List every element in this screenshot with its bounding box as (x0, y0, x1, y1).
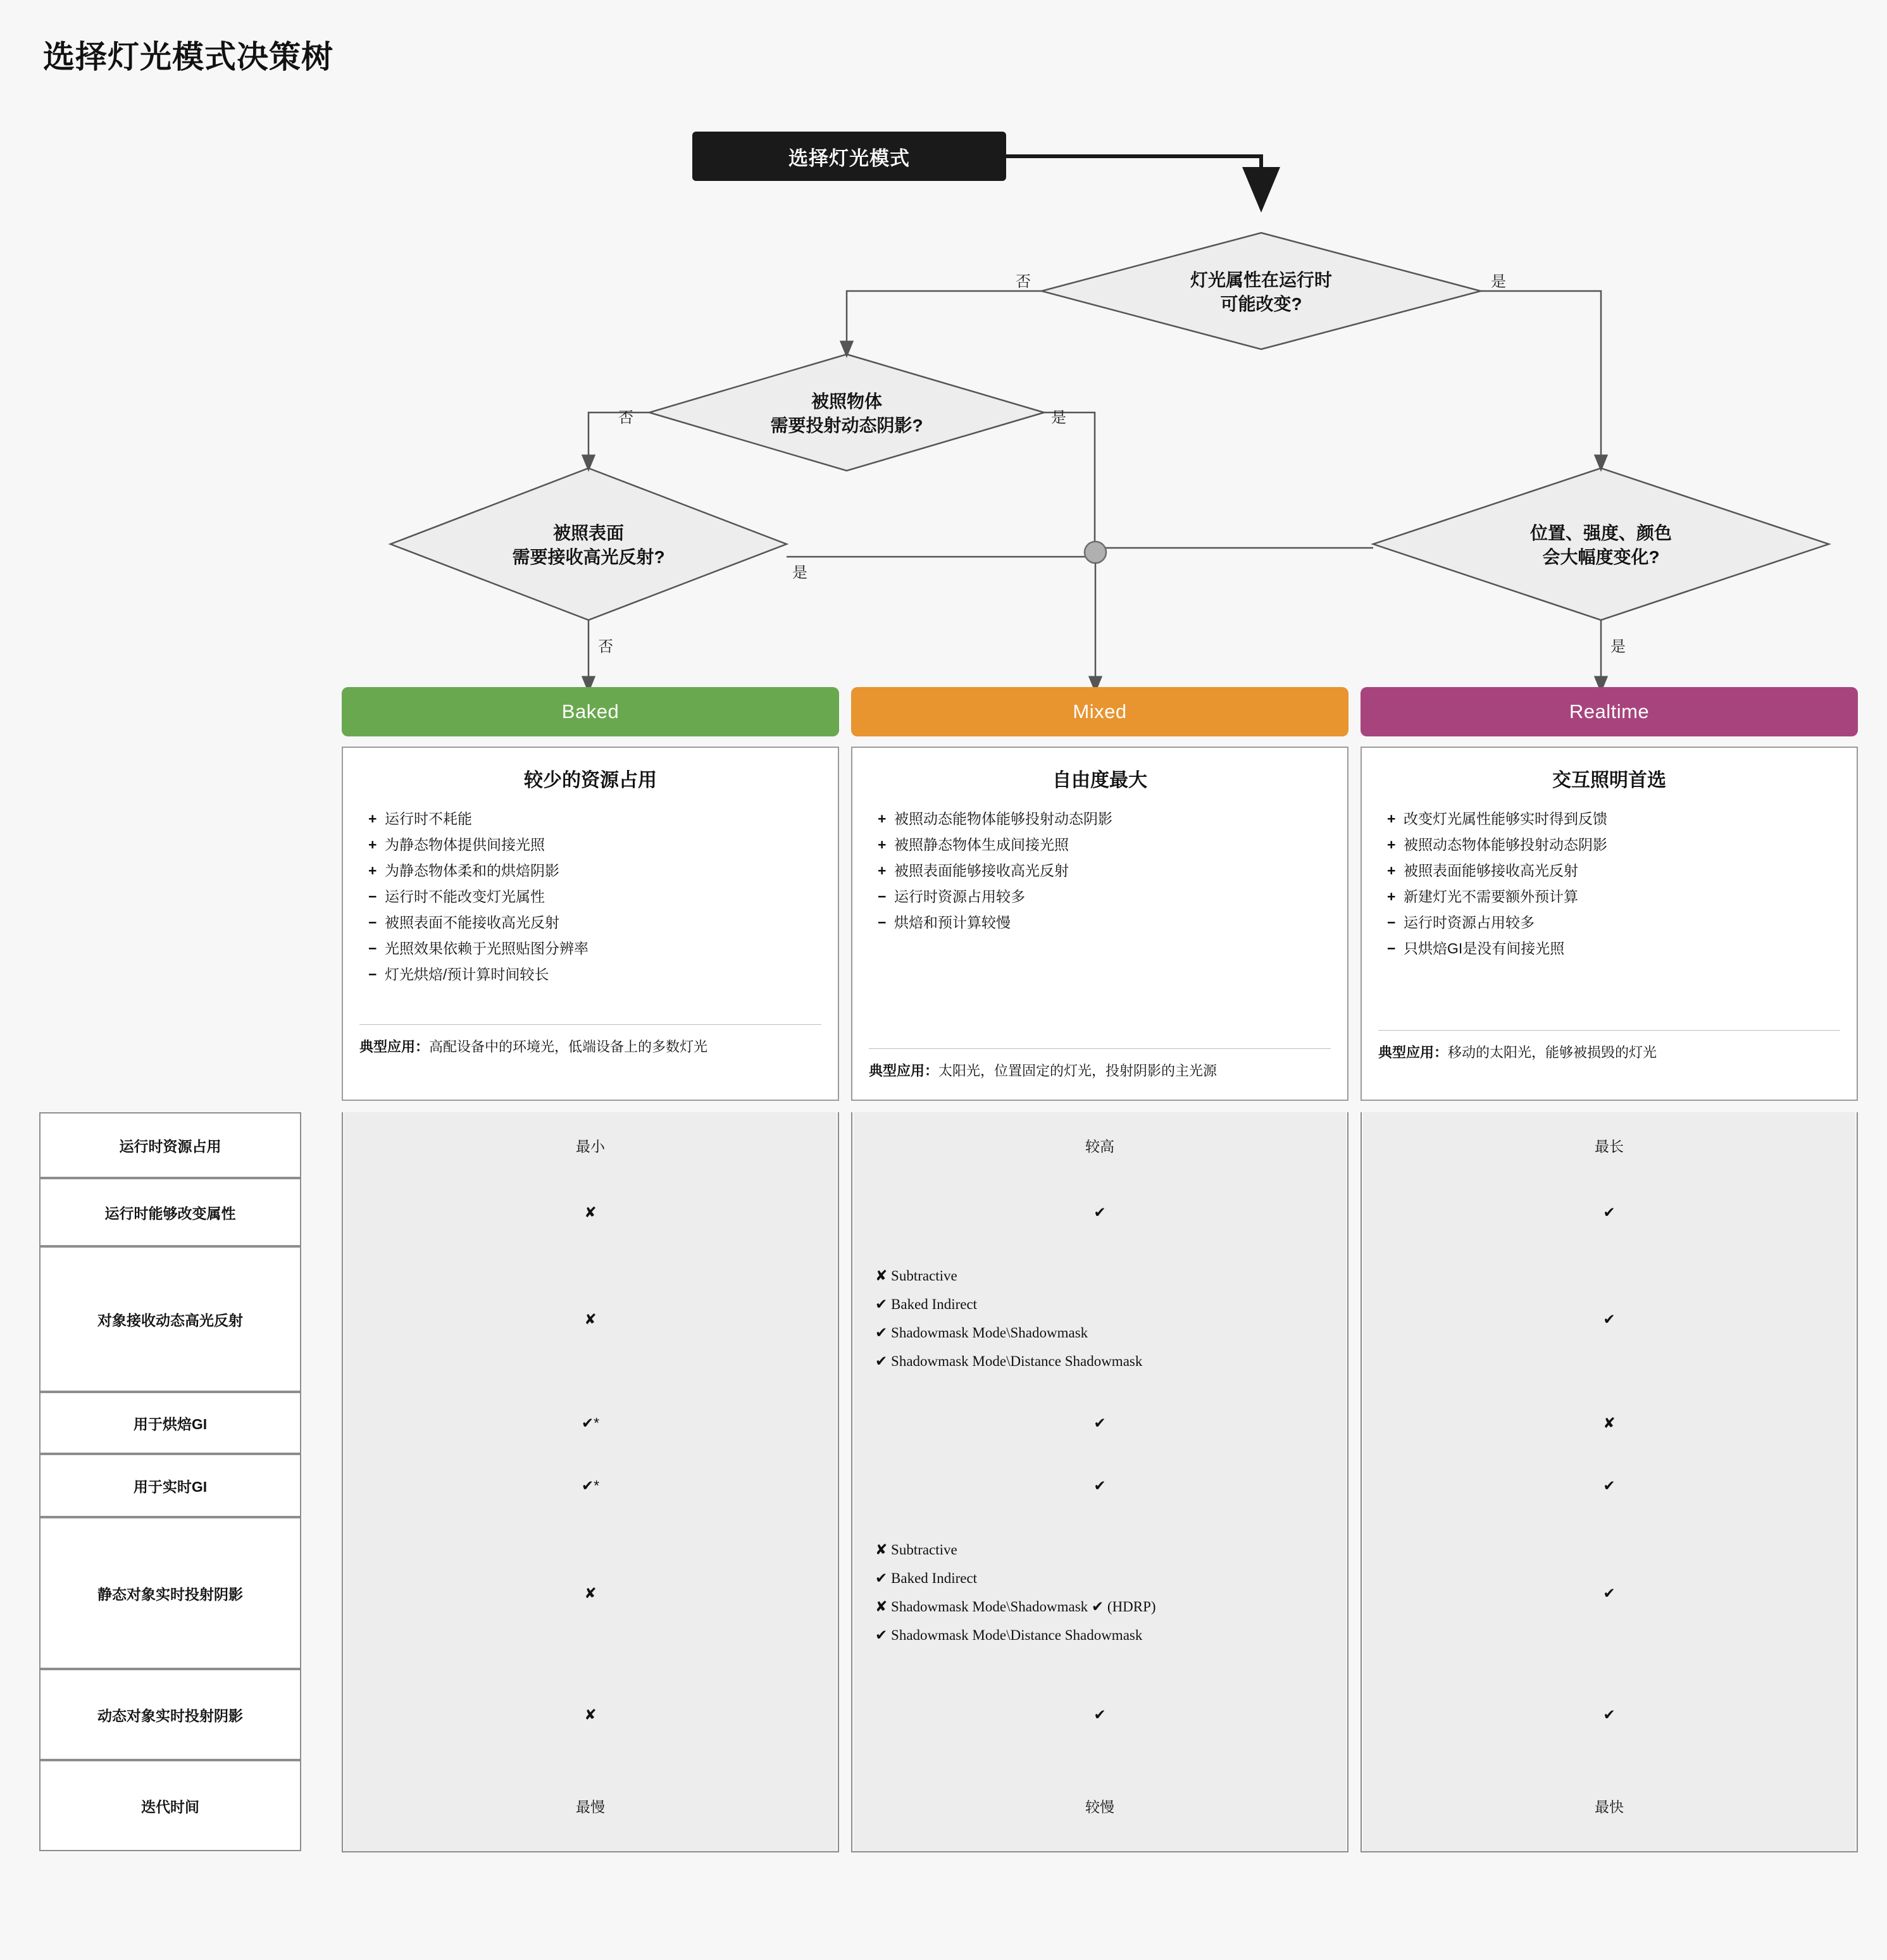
point-sign: − (1387, 914, 1396, 931)
mode-point (1387, 806, 1840, 832)
table-cell: ✔* (344, 1392, 837, 1454)
point-sign: + (878, 862, 887, 879)
edge-label-d2-no: 否 (618, 409, 633, 426)
mode-points-mixed (869, 806, 1331, 936)
table-cell: ✘ (1363, 1392, 1855, 1454)
mode-point (878, 884, 1331, 910)
mode-points-baked (359, 806, 821, 988)
table-bottom-border-realtime (1361, 1851, 1858, 1852)
point-text: 只烘焙GI是没有间接光照 (1404, 940, 1565, 957)
point-text: 运行时资源占用较多 (1404, 914, 1535, 931)
mode-card-realtime (1361, 747, 1858, 1101)
mode-card-mixed (851, 747, 1348, 1101)
table-cell (854, 1517, 1346, 1669)
typical-text: 高配设备中的环境光，低端设备上的多数灯光 (429, 1039, 708, 1055)
table-cell-line: ✔ Baked Indirect (875, 1296, 978, 1313)
decision-line-2: 需要接收高光反射? (512, 547, 665, 567)
table-bottom-border-baked (342, 1851, 839, 1852)
point-sign: + (878, 810, 887, 827)
edge-label-d1-no: 否 (1016, 273, 1031, 290)
table-cell-line: ✔ Baked Indirect (875, 1570, 978, 1587)
table-cell: ✔ (1363, 1454, 1855, 1517)
point-text: 光照效果依赖于光照贴图分辨率 (385, 940, 589, 957)
edge-label-d2-yes: 是 (1051, 409, 1066, 426)
mode-typical-baked (359, 1024, 821, 1056)
mode-typical-mixed (869, 1048, 1331, 1080)
mode-headline-baked: 较少的资源占用 (524, 770, 657, 791)
table-cell: ✔ (1363, 1517, 1855, 1669)
decision-line-1: 灯光属性在运行时 (1190, 270, 1332, 290)
mode-point (368, 884, 821, 910)
mode-point (878, 858, 1331, 884)
point-sign: + (1387, 836, 1396, 853)
typical-text: 太阳光，位置固定的灯光，投射阴影的主光源 (938, 1063, 1218, 1079)
decision-flowchart (0, 0, 1887, 690)
table-row-label: 迭代时间 (39, 1760, 301, 1851)
point-text: 为静态物体柔和的烘焙阴影 (385, 862, 559, 879)
point-sign: − (368, 940, 377, 957)
table-row-label: 运行时能够改变属性 (39, 1178, 301, 1246)
edge-label-d4-yes: 是 (1610, 638, 1626, 655)
table-row-label: 用于烘焙GI (39, 1392, 301, 1454)
point-text: 运行时资源占用较多 (894, 888, 1025, 905)
page-title: 选择灯光模式决策树 (43, 39, 333, 75)
point-text: 被照表面能够接收高光反射 (1404, 862, 1578, 879)
table-cell: ✘ (344, 1517, 837, 1669)
table-cell: ✘ (344, 1178, 837, 1246)
table-bottom-border-mixed (851, 1851, 1348, 1852)
point-text: 被照静态物体生成间接光照 (894, 836, 1069, 853)
mode-point (878, 832, 1331, 858)
mode-point (368, 910, 821, 936)
point-text: 被照表面不能接收高光反射 (385, 914, 559, 931)
decision-line-1: 被照物体 (811, 392, 882, 411)
mode-points-realtime (1378, 806, 1840, 962)
table-row-label: 运行时资源占用 (39, 1112, 301, 1178)
point-sign: − (878, 888, 887, 905)
typical-label: 典型应用： (359, 1039, 430, 1055)
typical-label: 典型应用： (1378, 1045, 1448, 1060)
point-text: 烘焙和预计算较慢 (894, 914, 1011, 931)
point-text: 改变灯光属性能够实时得到反馈 (1404, 810, 1607, 827)
point-sign: − (1387, 940, 1396, 957)
point-sign: − (368, 888, 377, 905)
table-cell (854, 1246, 1346, 1392)
table-cell: ✘ (344, 1246, 837, 1392)
point-sign: + (368, 862, 377, 879)
mode-card-baked (342, 747, 839, 1101)
point-sign: + (1387, 862, 1396, 879)
mode-headline-mixed: 自由度最大 (1052, 770, 1147, 791)
edge-label-d3-yes: 是 (792, 564, 807, 581)
point-sign: − (878, 914, 887, 931)
table-cell: 最长 (1363, 1112, 1855, 1178)
edge-label-d3-no: 否 (598, 638, 613, 655)
point-text: 运行时不耗能 (385, 810, 472, 827)
table-row-label: 对象接收动态高光反射 (39, 1246, 301, 1392)
table-cell: ✔ (854, 1392, 1346, 1454)
decision-line-2: 会大幅度变化? (1542, 547, 1660, 567)
mode-point (878, 910, 1331, 936)
table-cell: 最快 (1363, 1760, 1855, 1851)
mode-point (368, 832, 821, 858)
mode-point (368, 962, 821, 988)
typical-text: 移动的太阳光，能够被损毁的灯光 (1448, 1045, 1657, 1060)
point-text: 被照表面能够接收高光反射 (894, 862, 1069, 879)
point-text: 新建灯光不需要额外预计算 (1404, 888, 1578, 905)
table-cell: ✔* (344, 1454, 837, 1517)
mode-header-realtime: Realtime (1361, 687, 1858, 736)
edge-label-d1-yes: 是 (1491, 273, 1506, 290)
mode-point (1387, 884, 1840, 910)
mode-point (368, 858, 821, 884)
table-cell: 较高 (854, 1112, 1346, 1178)
mode-point (368, 936, 821, 962)
table-cell-lines (875, 1536, 1346, 1649)
mode-point (1387, 858, 1840, 884)
typical-label: 典型应用： (869, 1063, 939, 1079)
table-cell-line: ✔ Shadowmask Mode\Distance Shadowmask (875, 1627, 1143, 1643)
mode-point (1387, 832, 1840, 858)
table-cell: ✔ (854, 1454, 1346, 1517)
point-sign: + (878, 836, 887, 853)
table-cell: ✔ (1363, 1178, 1855, 1246)
table-cell: ✔ (1363, 1246, 1855, 1392)
mode-header-mixed: Mixed (851, 687, 1348, 736)
table-cell: ✔ (1363, 1669, 1855, 1760)
point-sign: − (368, 914, 377, 931)
decision-line-2: 需要投射动态阴影? (770, 415, 923, 435)
table-cell: 较慢 (854, 1760, 1346, 1851)
table-cell-line: ✔ Shadowmask Mode\Distance Shadowmask (875, 1353, 1143, 1369)
table-cell-line: ✔ Shadowmask Mode\Shadowmask (875, 1325, 1088, 1341)
mode-headline-realtime: 交互照明首选 (1552, 770, 1666, 791)
table-cell: ✘ (344, 1669, 837, 1760)
mode-header-baked: Baked (342, 687, 839, 736)
decision-line-2: 可能改变? (1220, 294, 1302, 314)
point-sign: − (368, 966, 377, 983)
table-cell-line: ✘ Subtractive (875, 1542, 957, 1558)
point-sign: + (1387, 810, 1396, 827)
mode-point (368, 806, 821, 832)
flow-start-node: 选择灯光模式 (692, 132, 1006, 181)
point-text: 被照动态物体能够投射动态阴影 (1404, 836, 1607, 853)
mode-point (1387, 910, 1840, 936)
table-row-label: 静态对象实时投射阴影 (39, 1517, 301, 1669)
table-cell: ✔ (854, 1669, 1346, 1760)
point-sign: + (368, 836, 377, 853)
table-cell-lines (875, 1262, 1346, 1375)
table-row-label: 用于实时GI (39, 1454, 301, 1517)
decision-line-1: 位置、强度、颜色 (1529, 523, 1672, 543)
mode-point (1387, 936, 1840, 962)
point-text: 为静态物体提供间接光照 (385, 836, 545, 853)
table-cell: 最小 (344, 1112, 837, 1178)
table-cell-line: ✘ Shadowmask Mode\Shadowmask ✔ (HDRP) (875, 1599, 1156, 1615)
point-text: 灯光烘焙/预计算时间较长 (385, 966, 549, 983)
table-row-label: 动态对象实时投射阴影 (39, 1669, 301, 1760)
point-sign: + (1387, 888, 1396, 905)
mode-typical-realtime (1378, 1030, 1840, 1062)
point-text: 被照动态能物体能够投射动态阴影 (894, 810, 1112, 827)
mode-point (878, 806, 1331, 832)
point-text: 运行时不能改变灯光属性 (385, 888, 545, 905)
table-cell: 最慢 (344, 1760, 837, 1851)
point-sign: + (368, 810, 377, 827)
decision-line-1: 被照表面 (552, 523, 624, 543)
flowchart-connectors (0, 0, 1887, 709)
table-cell: ✔ (854, 1178, 1346, 1246)
table-cell-line: ✘ Subtractive (875, 1268, 957, 1284)
